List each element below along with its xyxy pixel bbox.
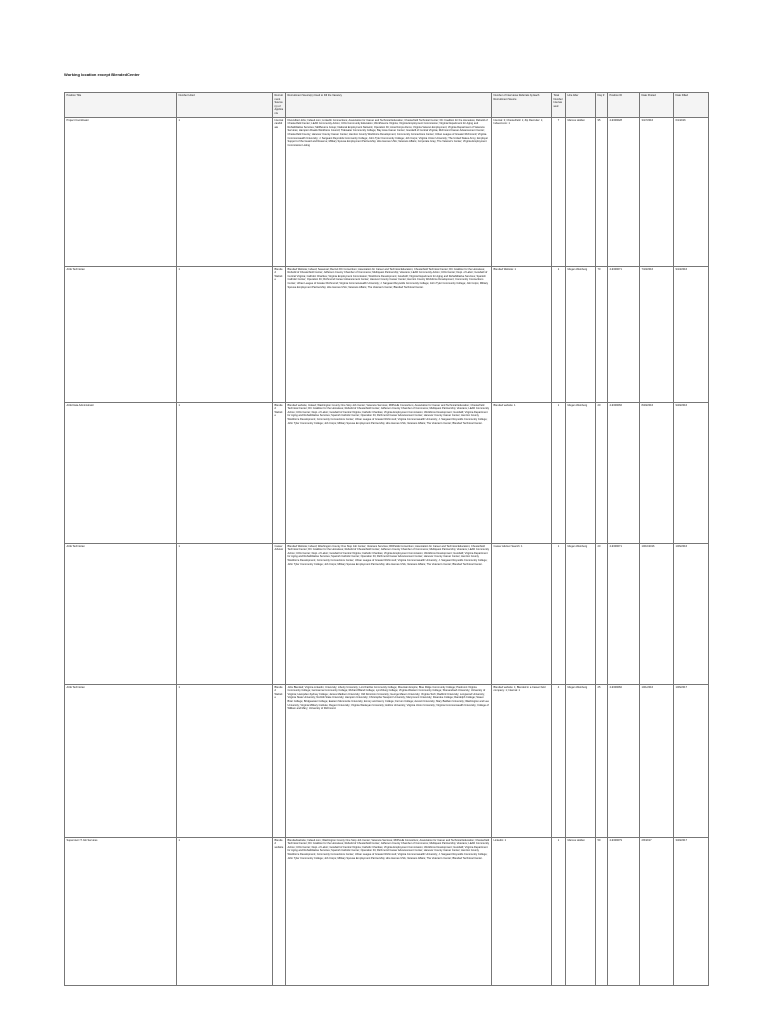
cell-day: 20 [596, 402, 608, 543]
header-recruitment-source: Recruitment Source(s) of Applicants [273, 93, 286, 118]
cell-position-id: 4-9309082 [608, 684, 640, 837]
cell-date-posted: 3/17/2016 [640, 117, 674, 266]
cell-number: 1 [177, 837, 273, 985]
cell-day: 95 [596, 117, 608, 266]
table-header-row [65, 93, 709, 118]
cell-position: ACE Technician [65, 543, 177, 684]
header-referral-source: Number of Interviews Referrals by Each Recruitment Source [492, 93, 552, 118]
cell-hired-by: Marcus Holden [566, 117, 596, 266]
cell-source: Blended website [273, 837, 286, 985]
cell-date-filled: 9/13/2016 [674, 266, 709, 402]
header-position-title: Position Title [65, 93, 177, 118]
page-title: Working location except BlendedCenter [64, 72, 140, 77]
cell-source: Career Advisor [273, 543, 286, 684]
cell-referral: Career Advisor Search: 1 [492, 543, 552, 684]
cell-referral: Blended website: 1 [492, 402, 552, 543]
cell-date-filled: 3/29/2017 [674, 837, 709, 985]
header-date-posted: Date Posted [640, 93, 674, 118]
cell-interviewed: 1 [552, 837, 566, 985]
table-row [65, 117, 709, 266]
cell-date-filled: 10/6/2017 [674, 684, 709, 837]
table-row [65, 684, 709, 837]
cell-hired-by: Marcus Holden [566, 837, 596, 985]
cell-sources-text: Diversified Jobs; Indeed.com; LinkedIn Connections; Association for Career and Technical Education; Chesterfield Technical Center; DC Coalition for the Homeless; Rebuild of Chesterfield Center; LEAD Community Action; UOA Community Education; WorkSource Virginia; Virginia Employment Commission; Virginia Department for Aging and Rehabilitative Services; SkillSource Group; National Employment Network; Operation Fit; AmeriCorps Alums; Virginia Veteran Employment; Virginia Department of Veterans Services; Hampton Roads Workforce Council; Tidewater Community College; Bay Area Career Center; Goodwill of Central Virginia; Richmond Career Advancement Center; Chesterfield County; Hanover County Career Center; Henrico County Workforce Development; Community Connections Center; Urban League of Greater Richmond; Virginia Commonwealth University; J. Sargeant Reynolds Community College; John Tyler Community College; Job Corps; Virginia Union University; The United States Army; Employer Support of the Guard and Reserve; Military Spouse Employment Partnership; Hire Heroes USA; Veterans Affairs; Corporate Gray; The Veteran's Center; Virginia Employment Commission Listing [286, 117, 492, 266]
cell-number: 1 [177, 266, 273, 402]
table-row [65, 543, 709, 684]
cell-referral: Internal: 3; Chesterfield: 1; Zip Recruiter: 1; Indeed.com: 1 [492, 117, 552, 266]
header-all-sources: Recruitment Source(s) Used to Fill the Vacancy [286, 93, 492, 118]
cell-number: 1 [177, 117, 273, 266]
header-date-filled: Date Filled [674, 93, 709, 118]
cell-position: Project Coordinator [65, 117, 177, 266]
cell-interviewed: 1 [552, 266, 566, 402]
cell-position-id: 4-9309071 [608, 266, 640, 402]
cell-referral: Blended website: 1; Blended in a Career field company: 1; Internal: 1 [492, 684, 552, 837]
cell-day: 59 [596, 837, 608, 985]
table-row [65, 837, 709, 985]
header-day: Day # [596, 93, 608, 118]
cell-referral: Blended Website: 1 [492, 266, 552, 402]
cell-sources-text: Jobs Blended; Virginia Linkedin; University; Liberty University; Lord Fairfax Community College; Mountain Empire; Blue Ridge Community College; Piedmont Virginia Community College; Germanna Community College; Richard Bland College; Lynchburg College; Virginia Western Community College; Shenandoah University; University of Virginia; Hampden-Sydney College; James Madison University; Old Dominion University; George Mason University; Virginia Tech; Radford University; Longwood University; Virginia State University; Norfolk State University; Hampton University; Christopher Newport University; Marymount University; Roanoke College; Randolph College; Sweet Briar College; Bridgewater College; Eastern Mennonite University; Emory and Henry College; Ferrum College; Averett University; Mary Baldwin University; Washington and Lee University; Virginia Military Institute; Regent University; Virginia Wesleyan University; Hollins University; Virginia Union University; Virginia Commonwealth University; College of William and Mary; University of Richmond. [286, 684, 492, 837]
cell-day: 25 [596, 684, 608, 837]
cell-sources-text: Blended website; Indeed; Washington County One Stop Job Center; Veterans Services; RDPeHE Consortium; Association for Career and Technical Education; Chesterfield Technical Center; DC Coalition for the Homeless; Rebuild of Chesterfield Center; Jefferson County Chamber of Commerce; Multiquest Partnership; Veterans; LEAD Community Action; UOA Center; Dept. of Labor; Goodwill of Central Virginia; Catholic Charities; Virginia Employment Commission; Workforce Development; Goodwill; Virginia Department for Aging and Rehabilitative Services; Spanish Catholic Center; Operation Fit; Richmond Career Advancement Center; Hanover County Career Center; Henrico County Workforce Development; Community Connections Center; Urban League of Greater Richmond; Virginia Commonwealth University; J. Sargeant Reynolds Community College; John Tyler Community College; Job Corps; Military Spouse Employment Partnership; Hire Heroes USA; Veterans Affairs; The Veteran's Center; Blended Technical Center. [286, 402, 492, 543]
header-total-interviewed: Total Number Interviewed [552, 93, 566, 118]
cell-interviewed: 7 [552, 117, 566, 266]
cell-sources-text: Blendedwebsite; Indeed.com; Washington County One Stop Job Center; Veterans Services; RDPeHE Consortium; Association for Career and Technical Education; Chesterfield Technical Center; DC Coalition for the Homeless; Rebuild of Chesterfield Center; Jefferson County Chamber of Commerce; Multiquest Partnership; Veterans; LEAD Community Action; UOA Center; Dept. of Labor; Goodwill of Central Virginia; Catholic Charities; Virginia Employment Commission; Workforce Development; Goodwill; Virginia Department for Aging and Rehabilitative Services; Spanish Catholic Center; Operation Fit; Richmond Career Advancement Center; Hanover County Career Center; Henrico County Workforce Development; Community Connections Center; Urban League of Greater Richmond; Virginia Commonwealth University; J. Sargeant Reynolds Community College; John Tyler Community College; Job Corps; Military Spouse Employment Partnership; Hire Heroes USA; Veterans Affairs; The Veteran's Center; Blended Technical Center. [286, 837, 492, 985]
cell-date-posted: 10/1/2016 [640, 684, 674, 837]
cell-position: ACE Data Administrator [65, 402, 177, 543]
cell-date-filled: 10/6/2016 [674, 543, 709, 684]
cell-interviewed: 1 [552, 402, 566, 543]
cell-hired-by: Megan Weinberg [566, 543, 596, 684]
cell-interviewed: 1 [552, 543, 566, 684]
cell-day: 20 [596, 543, 608, 684]
cell-number: 1 [177, 684, 273, 837]
cell-number: 1 [177, 543, 273, 684]
cell-position: Supervisor IT Job Services [65, 837, 177, 985]
cell-day: 70 [596, 266, 608, 402]
cell-date-posted: 2/5/2017 [640, 837, 674, 985]
cell-referral: Linkedin: 1 [492, 837, 552, 985]
table-row [65, 402, 709, 543]
cell-date-filled: 9/29/2016 [674, 402, 709, 543]
header-hire-after: Hire After [566, 93, 596, 118]
cell-date-posted: 10/10/2016 [640, 543, 674, 684]
cell-source: Blended Website [273, 684, 286, 837]
header-position-id: Position ID [608, 93, 640, 118]
cell-hired-by: Megan Weinberg [566, 266, 596, 402]
cell-date-filled: 6/1/2016 [674, 117, 709, 266]
cell-position: ACE Technician [65, 266, 177, 402]
cell-date-posted: 8/29/2016 [640, 402, 674, 543]
cell-source: Blended Website [273, 402, 286, 543]
cell-position-id: 4-9309071 [608, 543, 640, 684]
cell-position-id: 4-9309079 [608, 837, 640, 985]
header-number-hired: Number Hired [177, 93, 273, 118]
table-row [65, 266, 709, 402]
cell-hired-by: Megan Weinberg [566, 684, 596, 837]
cell-date-posted: 7/10/2016 [640, 266, 674, 402]
cell-position-id: 4-9309066 [608, 402, 640, 543]
cell-source: Blended Website [273, 266, 286, 402]
cell-position: ACE Technician [65, 684, 177, 837]
cell-number: 1 [177, 402, 273, 543]
recruitment-table [64, 92, 709, 986]
cell-interviewed: 4 [552, 684, 566, 837]
cell-source: Internal candidate [273, 117, 286, 266]
cell-sources-text: Blended Website; Indeed; Seasonal; Recruit DC Consortium; Association for Career and Technical Education; Chesterfield Technical Center; DC Coalition for the Homeless; Rebuild of Chesterfield Center; Jefferson County Chamber of Commerce; Multiquest Partnership; Veterans; LEAD Community Action; UOA Center; Dept. of Labor; Goodwill of Central Virginia; Catholic Charities; Virginia Employment Commission; Workforce Development; Goodwill; Virginia Department for Aging and Rehabilitative Services; Spanish Catholic Center; Operation Fit; Richmond Career Advancement Center; Hanover County Career Center; Henrico County Workforce Development; Community Connections Center; Urban League of Greater Richmond; Virginia Commonwealth University; J. Sargeant Reynolds Community College; John Tyler Community College; Job Corps; Military Spouse Employment Partnership; Hire Heroes USA; Veterans Affairs; The Veteran's Center; Blended Technical Center. [286, 266, 492, 402]
cell-sources-text: Blended Website; Indeed; Washington County One Stop Job Center; Veterans Services; RDPeHE Consortium; Association for Career and Technical Education; Chesterfield Technical Center; DC Coalition for the Homeless; Rebuild of Chesterfield Center; Jefferson County Chamber of Commerce; Multiquest Partnership; Veterans; LEAD Community Action; UOA Center; Dept. of Labor; Goodwill of Central Virginia; Catholic Charities; Virginia Employment Commission; Workforce Development; Goodwill; Virginia Department for Aging and Rehabilitative Services; Spanish Catholic Center; Operation Fit; Richmond Career Advancement Center; Hanover County Career Center; Henrico County Workforce Development; Community Connections Center; Urban League of Greater Richmond; Virginia Commonwealth University; J. Sargeant Reynolds Community College; John Tyler Community College; Job Corps; Military Spouse Employment Partnership; Hire Heroes USA; Veterans Affairs; The Veteran's Center; Blended Technical Center. [286, 543, 492, 684]
cell-hired-by: Megan Weinberg [566, 402, 596, 543]
cell-position-id: 4-9309028 [608, 117, 640, 266]
